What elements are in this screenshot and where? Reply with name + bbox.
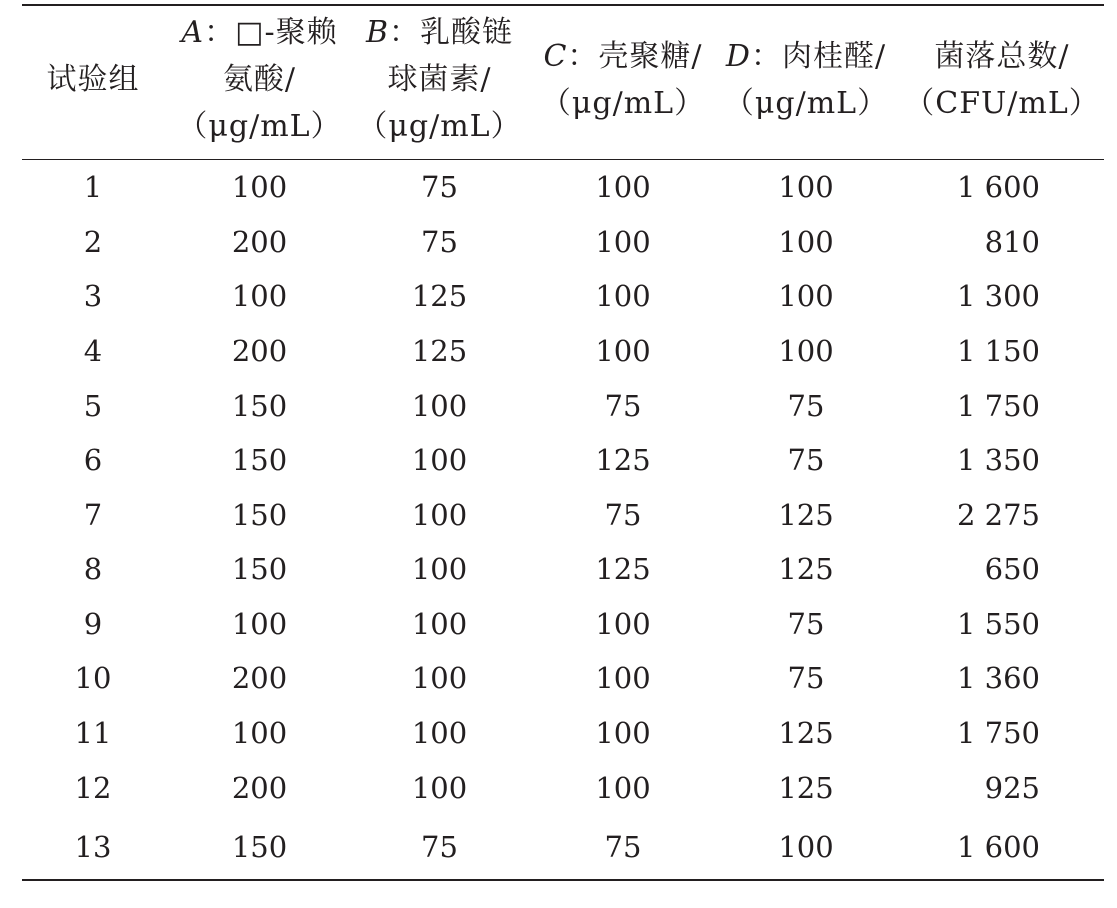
factor-a-cell: 200 xyxy=(231,225,288,259)
factor-a-symbol: A xyxy=(181,15,205,50)
factor-d-cell: 125 xyxy=(778,498,834,532)
table-row xyxy=(22,820,1104,874)
factor-a-cell: 150 xyxy=(231,443,288,477)
factor-a-cell: 200 xyxy=(231,334,288,368)
colony-count-cell: 1 150 xyxy=(956,334,1040,368)
table-row xyxy=(22,488,1104,542)
factor-c-cell: 100 xyxy=(595,607,651,641)
factor-c-cell: 100 xyxy=(595,771,651,805)
colony-count-cell: 1 750 xyxy=(956,389,1040,423)
factor-b-cell: 100 xyxy=(411,771,468,805)
factor-c-cell: 100 xyxy=(595,170,651,204)
factor-a-cell: 100 xyxy=(231,170,288,204)
group-cell: 11 xyxy=(74,716,112,750)
factor-a-cell: 150 xyxy=(231,830,288,864)
header-colony-count xyxy=(902,0,1102,159)
table-row xyxy=(22,215,1104,269)
group-cell: 1 xyxy=(83,170,103,204)
header-colony-count-label: 菌落总数/ xyxy=(934,38,1070,74)
header-factor-c xyxy=(534,0,712,159)
table-row xyxy=(22,269,1104,323)
group-cell: 9 xyxy=(83,607,103,641)
colony-count-cell: 2 275 xyxy=(956,498,1040,532)
factor-b-cell: 100 xyxy=(411,443,468,477)
factor-a-cell: 100 xyxy=(231,716,288,750)
factor-c-cell: 100 xyxy=(595,334,651,368)
factor-a-cell: 150 xyxy=(231,498,288,532)
table-row xyxy=(22,651,1104,705)
factor-a-cell: 100 xyxy=(231,607,288,641)
factor-c-cell: 100 xyxy=(595,716,651,750)
factor-b-cell: 75 xyxy=(421,225,458,259)
factor-a-cell: 200 xyxy=(231,661,288,695)
factor-a-cell: 150 xyxy=(231,552,288,586)
factor-d-cell: 100 xyxy=(778,170,834,204)
table-row xyxy=(22,706,1104,760)
factor-c-cell: 75 xyxy=(604,830,642,864)
factor-c-cell: 100 xyxy=(595,279,651,313)
header-factor-c-line1: C：壳聚糖/ xyxy=(543,38,703,74)
factor-a-cell: 100 xyxy=(231,279,288,313)
header-factor-a-line1: A：□-聚赖 xyxy=(181,15,338,50)
group-cell: 2 xyxy=(83,225,103,259)
factor-c-cell: 75 xyxy=(604,498,642,532)
colony-count-cell: 1 750 xyxy=(956,716,1040,750)
colony-count-cell: 1 600 xyxy=(956,830,1040,864)
group-cell: 13 xyxy=(74,830,112,864)
colony-count-cell: 1 300 xyxy=(956,279,1040,313)
factor-d-cell: 100 xyxy=(778,334,834,368)
factor-b-cell: 100 xyxy=(411,498,468,532)
header-group xyxy=(22,0,164,159)
colony-count-cell: 650 xyxy=(984,552,1040,586)
factor-b-cell: 75 xyxy=(421,170,458,204)
colony-count-cell: 1 360 xyxy=(956,661,1040,695)
factor-b-cell: 100 xyxy=(411,661,468,695)
table-row xyxy=(22,597,1104,651)
factor-d-symbol: D xyxy=(725,38,751,74)
factor-c-cell: 125 xyxy=(595,552,651,586)
header-factor-d xyxy=(716,0,896,159)
group-cell: 12 xyxy=(74,771,112,805)
group-cell: 10 xyxy=(74,661,112,695)
factor-b-cell: 125 xyxy=(411,334,468,368)
factor-d-cell: 75 xyxy=(787,389,825,423)
factor-c-cell: 125 xyxy=(595,443,651,477)
table-row xyxy=(22,542,1104,596)
table-row xyxy=(22,433,1104,487)
colony-count-cell: 1 350 xyxy=(956,443,1040,477)
group-cell: 7 xyxy=(83,498,103,532)
factor-d-cell: 125 xyxy=(778,771,834,805)
table-row xyxy=(22,761,1104,815)
factor-c-cell: 100 xyxy=(595,661,651,695)
group-cell: 6 xyxy=(83,443,103,477)
factor-d-cell: 75 xyxy=(787,607,825,641)
header-factor-b-line1: B：乳酸链 xyxy=(365,15,514,50)
group-cell: 8 xyxy=(83,552,103,586)
group-cell: 4 xyxy=(83,334,103,368)
header-factor-a xyxy=(172,0,347,159)
header-factor-b xyxy=(352,0,527,159)
header-colony-count-unit: （CFU/mL） xyxy=(904,85,1100,121)
colony-count-cell: 925 xyxy=(984,771,1040,805)
factor-a-cell: 200 xyxy=(231,771,288,805)
header-group-label: 试验组 xyxy=(46,62,140,97)
header-factor-d-unit: （μg/mL） xyxy=(723,85,889,121)
bottom-rule xyxy=(22,879,1104,881)
factor-c-cell: 100 xyxy=(595,225,651,259)
group-cell: 5 xyxy=(83,389,103,423)
factor-d-cell: 100 xyxy=(778,830,834,864)
factor-d-cell: 75 xyxy=(787,443,825,477)
colony-count-cell: 1 550 xyxy=(956,607,1040,641)
colony-count-cell: 810 xyxy=(984,225,1040,259)
factor-c-cell: 75 xyxy=(604,389,642,423)
factor-a-cell: 150 xyxy=(231,389,288,423)
header-factor-c-unit: （μg/mL） xyxy=(540,85,706,121)
factor-d-cell: 100 xyxy=(778,279,834,313)
factor-b-cell: 100 xyxy=(411,607,468,641)
factor-b-cell: 100 xyxy=(411,716,468,750)
header-factor-a-unit: （μg/mL） xyxy=(177,109,342,144)
header-factor-b-unit: （μg/mL） xyxy=(357,109,522,144)
table-row xyxy=(22,160,1104,214)
table-row xyxy=(22,324,1104,378)
factor-c-symbol: C xyxy=(543,38,568,74)
colony-count-cell: 1 600 xyxy=(956,170,1040,204)
header-factor-b-line2: 球菌素/ xyxy=(387,62,492,97)
group-cell: 3 xyxy=(83,279,103,313)
factor-b-cell: 75 xyxy=(421,830,458,864)
factor-b-cell: 125 xyxy=(411,279,468,313)
table-row xyxy=(22,379,1104,433)
factor-b-symbol: B xyxy=(365,15,390,50)
factor-d-cell: 100 xyxy=(778,225,834,259)
factor-b-cell: 100 xyxy=(411,552,468,586)
factor-d-cell: 75 xyxy=(787,661,825,695)
factor-d-cell: 125 xyxy=(778,552,834,586)
experiment-table xyxy=(22,0,1104,908)
header-factor-d-line1: D：肉桂醛/ xyxy=(725,38,887,74)
header-factor-a-line2: 氨酸/ xyxy=(222,62,297,97)
factor-d-cell: 125 xyxy=(778,716,834,750)
factor-b-cell: 100 xyxy=(411,389,468,423)
